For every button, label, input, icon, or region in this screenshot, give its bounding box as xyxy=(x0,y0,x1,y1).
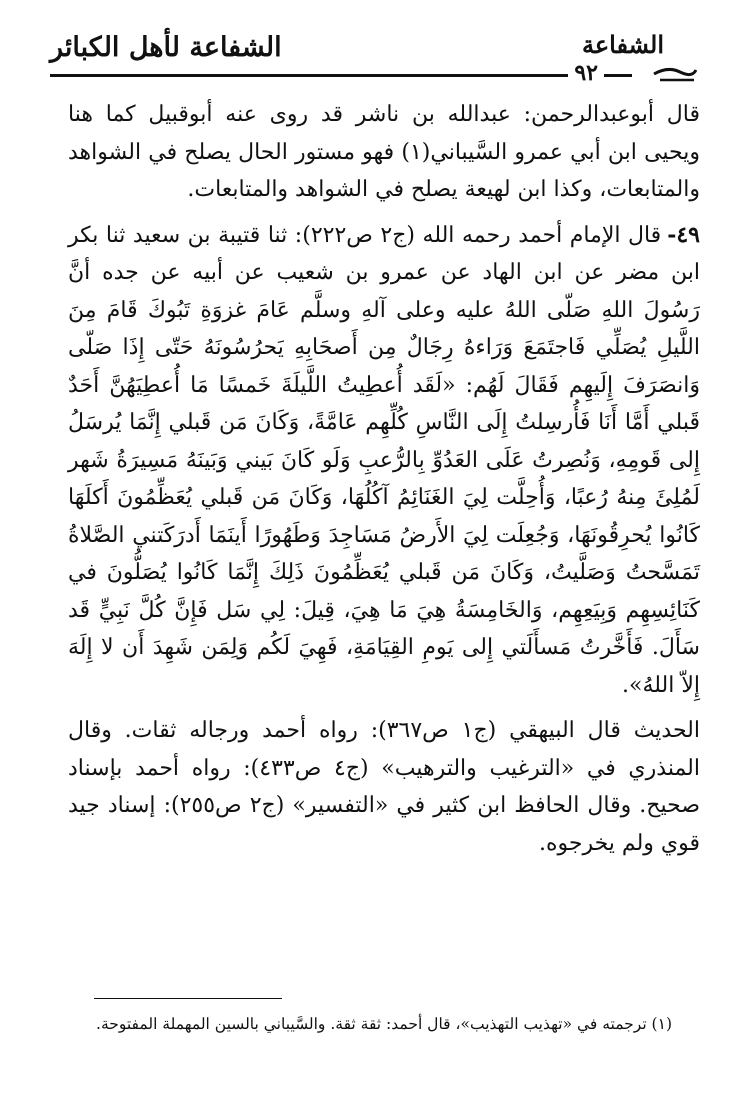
paragraph-text: قال أبوعبدالرحمن: عبدالله بن ناشر قد روى عنه أبوقبيل كما هنا ويحيى ابن أبي عمرو السَّيباني(١) فهو مستور الحال يصلح في الشواهد والمتابعات، وكذا ابن لهيعة يصلح في الشواهد والمتابعات. xyxy=(68,102,700,202)
footnote-divider xyxy=(94,998,282,999)
paragraph-grading xyxy=(68,712,700,862)
hadith-number: ٤٩- xyxy=(667,221,700,248)
paragraph-text: قال الإمام أحمد رحمه الله (ج٢ ص٢٢٢): ثنا قتيبة بن سعيد ثنا بكر ابن مضر عن ابن الهاد عن عمرو بن شعيب عن أبيه عن جده أنَّ رَسُولَ اللهِ صَلّى اللهُ عليه وعلى آلهِ وسلَّم عَامَ غزوَةِ تَبُوكَ قَامَ مِنَ اللَّيلِ يُصَلِّي فَاجتَمَعَ وَرَاءهُ رِجَالٌ مِن أَصحَابِهِ يَحرُسُونَهُ حَتّى إِذَا صَلّى وَانصَرَفَ إِلَيهِم فَقَالَ لَهُم: «لَقَد أُعطِيتُ اللَّيلَةَ خَمسًا مَا أُعطِيَهُنَّ أَحَدٌ قَبلي أَمَّا أَنَا فَأُرسِلتُ إِلَى النَّاسِ كُلِّهِم عَامَّةً، وَكَانَ مَن قَبلي إِنَّمَا يُرسَلُ إِلى قَومِهِ، وَنُصِرتُ عَلَى العَدُوِّ بِالرُّعبِ وَلَو كَانَ بَيني وَبَينَهُ مَسِيرَةُ شَهر لَمُلِئَ مِنهُ رُعبًا، وَأُحِلَّت لِيَ الغَنَائِمُ آكُلُهَا، وَكَانَ مَن قَبلي يُعَظِّمُونَ أَكلَهَا كَانُوا يُحرِقُونَهَا، وَجُعِلَت لِيَ الأَرضُ مَسَاجِدَ وَطَهُورًا أَينَمَا أَدرَكَتني الصَّلاةُ تَمَسَّحتُ وَصَلَّيتُ، وَكَانَ مَن قَبلي يُعَظِّمُونَ ذَلِكَ إِنَّمَا كَانُوا يُصَلُّونَ في كَنَائِسِهِم وَبِيَعِهِم، وَالخَامِسَةُ هِيَ مَا هِيَ، قِيلَ: لِي سَل فَإِنَّ كُلَّ نَبِيٍّ قَد سَأَلَ. فَأَخَّرتُ مَسأَلَتي إِلى يَومِ القِيَامَةِ، فَهِيَ لَكُم وَلِمَن شَهِدَ أَن لا إِلَهَ إِلاّ اللهُ». xyxy=(68,222,700,698)
chapter-mark: الشفاعة xyxy=(581,30,664,59)
footnote-text: (١) ترجمته في «تهذيب التهذيب»، قال أحمد: ثقة ثقة. والسَّيباني بالسين المهملة المفتوحة. xyxy=(96,1015,672,1033)
paragraph-hadith-49 xyxy=(68,217,700,705)
header-rule xyxy=(50,74,632,77)
page-number: ٩٢ xyxy=(568,60,604,86)
page-header xyxy=(50,26,700,84)
paragraph-intro xyxy=(68,96,700,209)
paragraph-text: الحديث قال البيهقي (ج١ ص٣٦٧): رواه أحمد ورجاله ثقات. وقال المنذري في «الترغيب والترهيب» (ج٤ ص٤٣٣): رواه أحمد بإسناد صحيح. وقال الحافظ ابن كثير في «التفسير» (ج٢ ص٢٥٥): إسناد جيد قوي ولم يخرجوه. xyxy=(68,718,701,856)
main-text xyxy=(68,96,700,862)
footnote xyxy=(72,1012,672,1036)
ornament-icon xyxy=(650,36,700,86)
running-title: الشفاعة لأهل الكبائر xyxy=(50,32,282,63)
